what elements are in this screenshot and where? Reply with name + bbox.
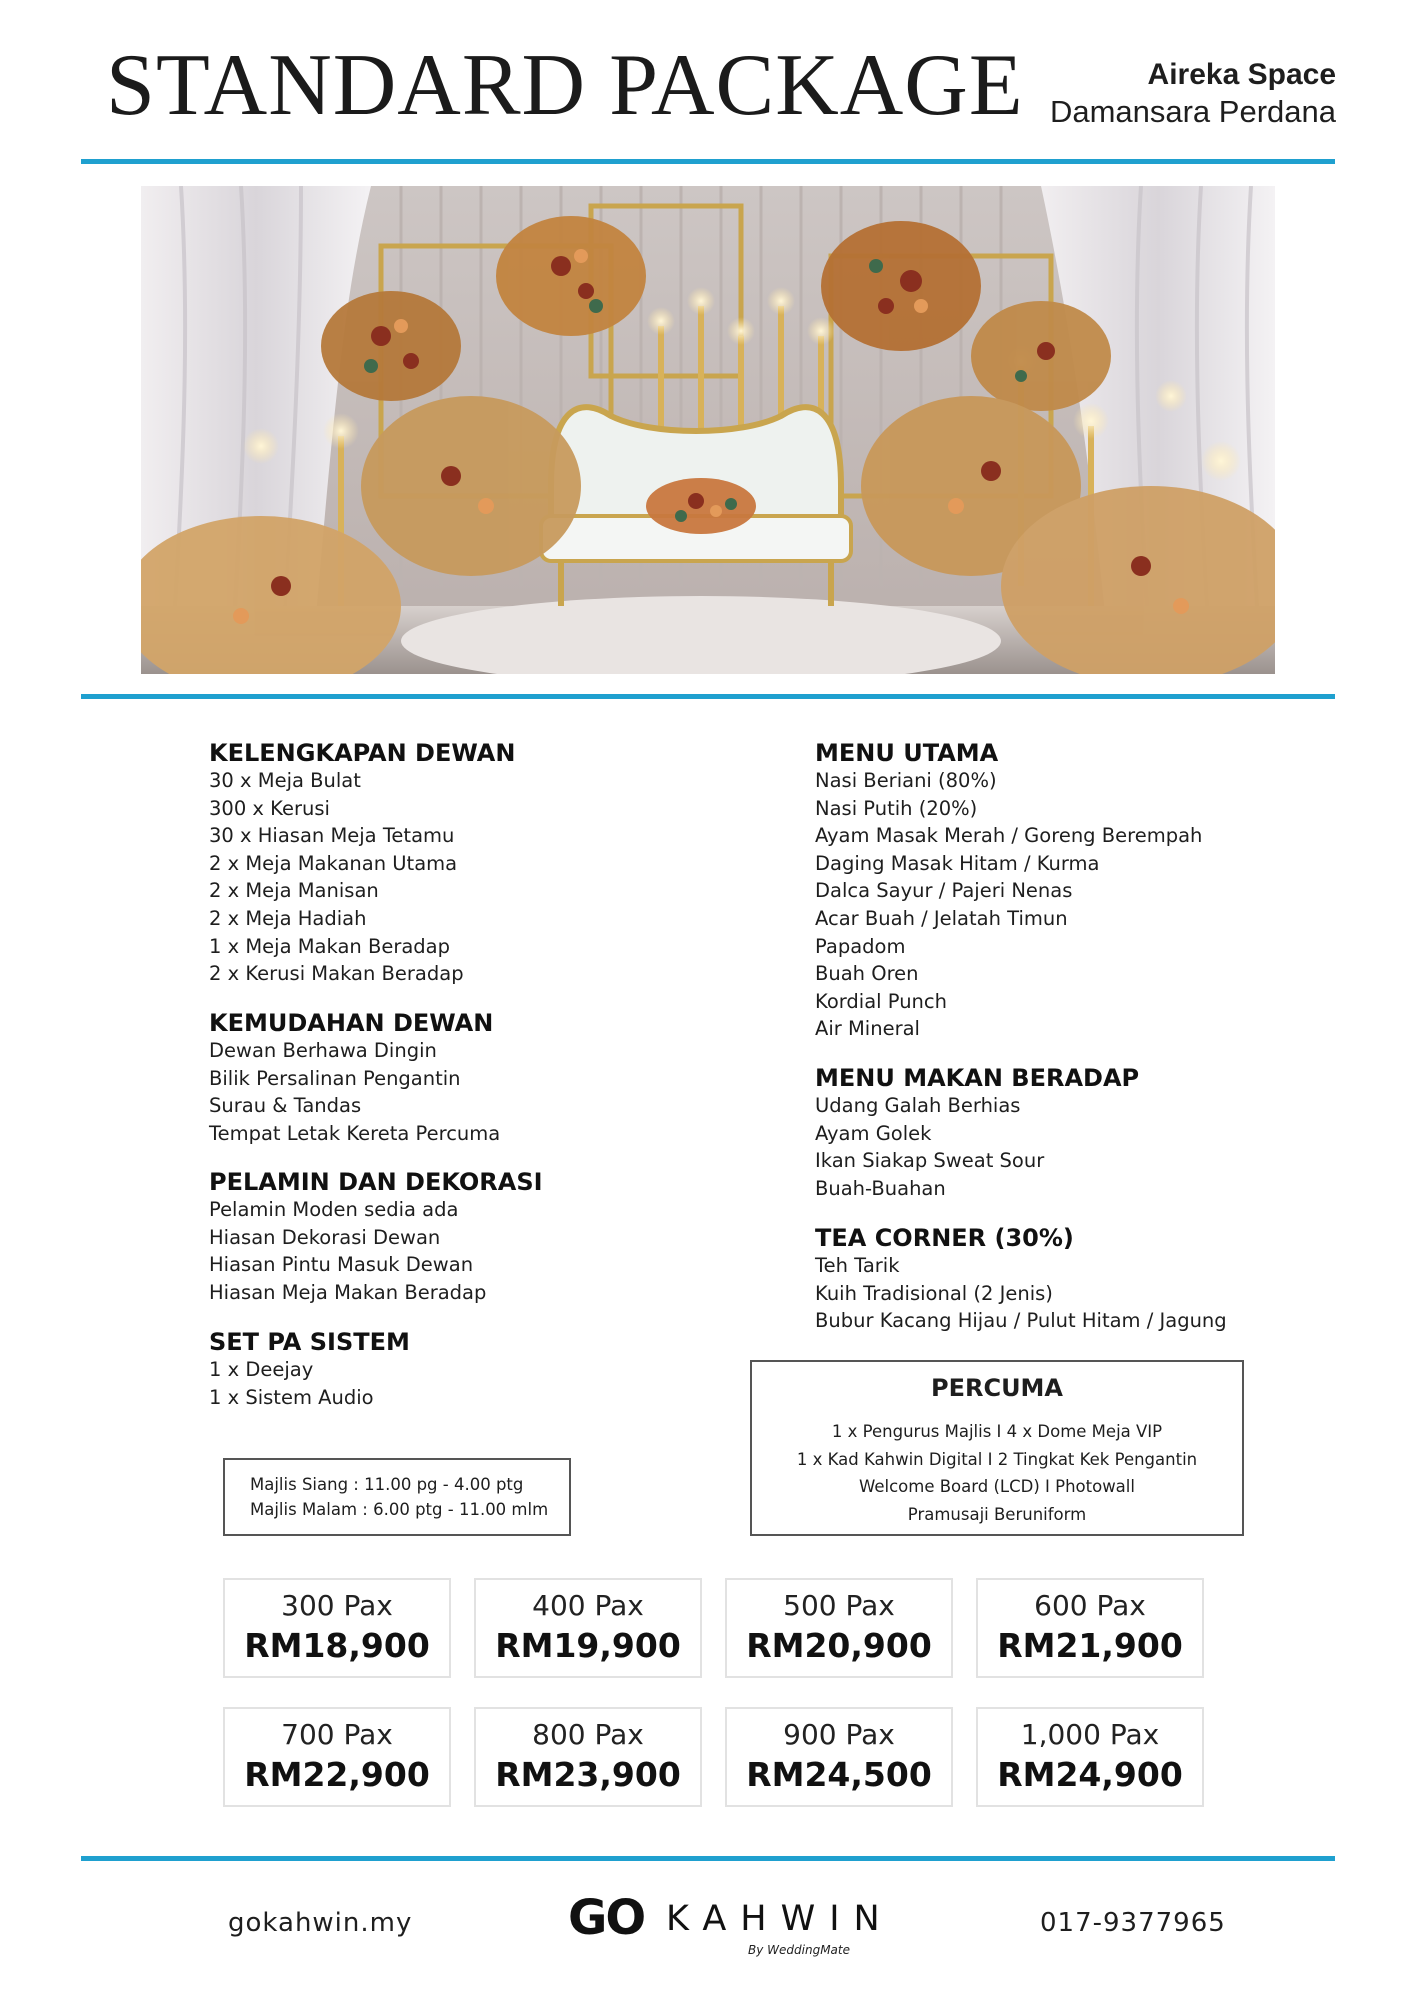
section-heading: MENU UTAMA xyxy=(815,739,999,767)
section-tea-corner xyxy=(815,1224,1227,1335)
free-items-box xyxy=(750,1360,1244,1536)
list-item: Air Mineral xyxy=(815,1017,920,1041)
list-item: Hiasan Dekorasi Dewan xyxy=(209,1225,441,1249)
list-item: Nasi Putih (20%) xyxy=(815,796,978,820)
list-item: 1 x Meja Makan Beradap xyxy=(209,934,451,958)
section-heading: KELENGKAPAN DEWAN xyxy=(209,739,516,767)
list-item: Kuih Tradisional (2 Jenis) xyxy=(815,1281,1053,1305)
price-pax: 1,000 Pax xyxy=(1020,1718,1160,1751)
list-item: Buah Oren xyxy=(815,962,919,986)
gokahwin-logo xyxy=(568,1890,894,1963)
section-heading: SET PA SISTEM xyxy=(209,1328,410,1356)
list-item: Buah-Buahan xyxy=(815,1176,946,1200)
price-pax: 600 Pax xyxy=(1034,1589,1146,1622)
list-item: Pelamin Moden sedia ada xyxy=(209,1198,459,1221)
logo-byline: By WeddingMate xyxy=(748,1943,850,1957)
session-day: Majlis Siang : 11.00 pg - 4.00 ptg xyxy=(250,1475,524,1494)
price-pax: 500 Pax xyxy=(783,1589,895,1622)
section-kemudahan-dewan xyxy=(209,1009,500,1147)
list-item: 2 x Kerusi Makan Beradap xyxy=(209,962,464,986)
price-card-300 xyxy=(223,1578,451,1678)
section-kelengkapan-dewan xyxy=(209,739,515,988)
list-item: Nasi Beriani (80%) xyxy=(815,769,997,792)
list-item: 1 x Sistem Audio xyxy=(209,1385,374,1409)
list-item: Hiasan Meja Makan Beradap xyxy=(209,1280,487,1304)
list-item: Hiasan Pintu Masuk Dewan xyxy=(209,1253,474,1277)
list-item: Ayam Golek xyxy=(815,1121,932,1145)
list-item: Ayam Masak Merah / Goreng Berempah xyxy=(815,824,1203,848)
list-item: Kordial Punch xyxy=(815,989,947,1013)
section-menu-makan-beradap xyxy=(815,1064,1139,1202)
list-item: Teh Tarik xyxy=(815,1254,900,1277)
price-card-700 xyxy=(223,1707,451,1807)
price-card-1000 xyxy=(976,1707,1204,1807)
price-pax: 900 Pax xyxy=(783,1718,895,1751)
website-link[interactable]: gokahwin.my xyxy=(228,1908,413,1938)
price-card-800 xyxy=(474,1707,702,1807)
free-line: Pramusaji Beruniform xyxy=(907,1504,1087,1524)
section-heading: TEA CORNER (30%) xyxy=(815,1224,1074,1252)
logo-kahwin-text: KAHWIN xyxy=(666,1899,894,1939)
section-menu-utama xyxy=(815,739,1202,1043)
photo-divider xyxy=(81,694,1335,699)
price-amount: RM20,900 xyxy=(746,1626,932,1665)
list-item: Tempat Letak Kereta Percuma xyxy=(209,1121,501,1145)
section-heading: KEMUDAHAN DEWAN xyxy=(209,1009,494,1037)
venue-name: Aireka Space xyxy=(1147,58,1336,91)
price-pax: 300 Pax xyxy=(281,1589,393,1622)
price-card-400 xyxy=(474,1578,702,1678)
price-card-900 xyxy=(725,1707,953,1807)
list-item: 30 x Hiasan Meja Tetamu xyxy=(209,824,455,848)
session-night: Majlis Malam : 6.00 ptg - 11.00 mlm xyxy=(250,1500,549,1519)
list-item: 2 x Meja Manisan xyxy=(209,879,379,903)
list-item: Bubur Kacang Hijau / Pulut Hitam / Jagung xyxy=(815,1309,1227,1333)
list-item: Acar Buah / Jelatah Timun xyxy=(815,906,1068,930)
list-item: 300 x Kerusi xyxy=(209,796,330,820)
section-set-pa-sistem xyxy=(209,1328,410,1411)
list-item: 2 x Meja Makanan Utama xyxy=(209,851,458,875)
list-item: Bilik Persalinan Pengantin xyxy=(209,1066,461,1090)
list-item: Udang Galah Berhias xyxy=(815,1094,1021,1117)
logo-go-text: GO xyxy=(568,1890,645,1946)
price-amount: RM18,900 xyxy=(244,1626,430,1665)
free-line: 1 x Pengurus Majlis I 4 x Dome Meja VIP xyxy=(831,1422,1163,1441)
section-pelamin-dekorasi xyxy=(209,1168,543,1306)
price-card-600 xyxy=(976,1578,1204,1678)
list-item: 1 x Deejay xyxy=(209,1358,314,1381)
price-amount: RM23,900 xyxy=(495,1755,681,1794)
price-pax: 800 Pax xyxy=(532,1718,644,1751)
top-divider xyxy=(81,159,1335,164)
footer-divider xyxy=(81,1856,1335,1861)
price-amount: RM21,900 xyxy=(997,1626,1183,1665)
price-amount: RM24,900 xyxy=(997,1755,1183,1794)
price-amount: RM19,900 xyxy=(495,1626,681,1665)
pelamin-photo xyxy=(141,186,1275,674)
list-item: 2 x Meja Hadiah xyxy=(209,906,367,930)
free-line: Welcome Board (LCD) I Photowall xyxy=(859,1477,1135,1496)
list-item: Dewan Berhawa Dingin xyxy=(209,1039,437,1062)
section-heading: PELAMIN DAN DEKORASI xyxy=(209,1168,543,1196)
price-amount: RM24,500 xyxy=(746,1755,932,1794)
venue-area: Damansara Perdana xyxy=(1049,94,1336,129)
page-title: STANDARD PACKAGE xyxy=(106,37,1024,134)
price-amount: RM22,900 xyxy=(244,1755,430,1794)
list-item: Daging Masak Hitam / Kurma xyxy=(815,851,1100,875)
session-times-box xyxy=(223,1458,571,1536)
phone-number[interactable]: 017-9377965 xyxy=(1040,1908,1226,1938)
list-item: Surau & Tandas xyxy=(209,1094,362,1118)
price-card-500 xyxy=(725,1578,953,1678)
list-item: Dalca Sayur / Pajeri Nenas xyxy=(815,879,1073,903)
price-pax: 700 Pax xyxy=(281,1718,393,1751)
list-item: 30 x Meja Bulat xyxy=(209,769,361,792)
section-heading: MENU MAKAN BERADAP xyxy=(815,1064,1140,1092)
free-line: 1 x Kad Kahwin Digital I 2 Tingkat Kek Pengantin xyxy=(796,1449,1198,1469)
list-item: Ikan Siakap Sweat Sour xyxy=(815,1149,1045,1173)
price-pax: 400 Pax xyxy=(532,1589,644,1622)
free-heading: PERCUMA xyxy=(930,1374,1064,1402)
list-item: Papadom xyxy=(815,934,906,958)
